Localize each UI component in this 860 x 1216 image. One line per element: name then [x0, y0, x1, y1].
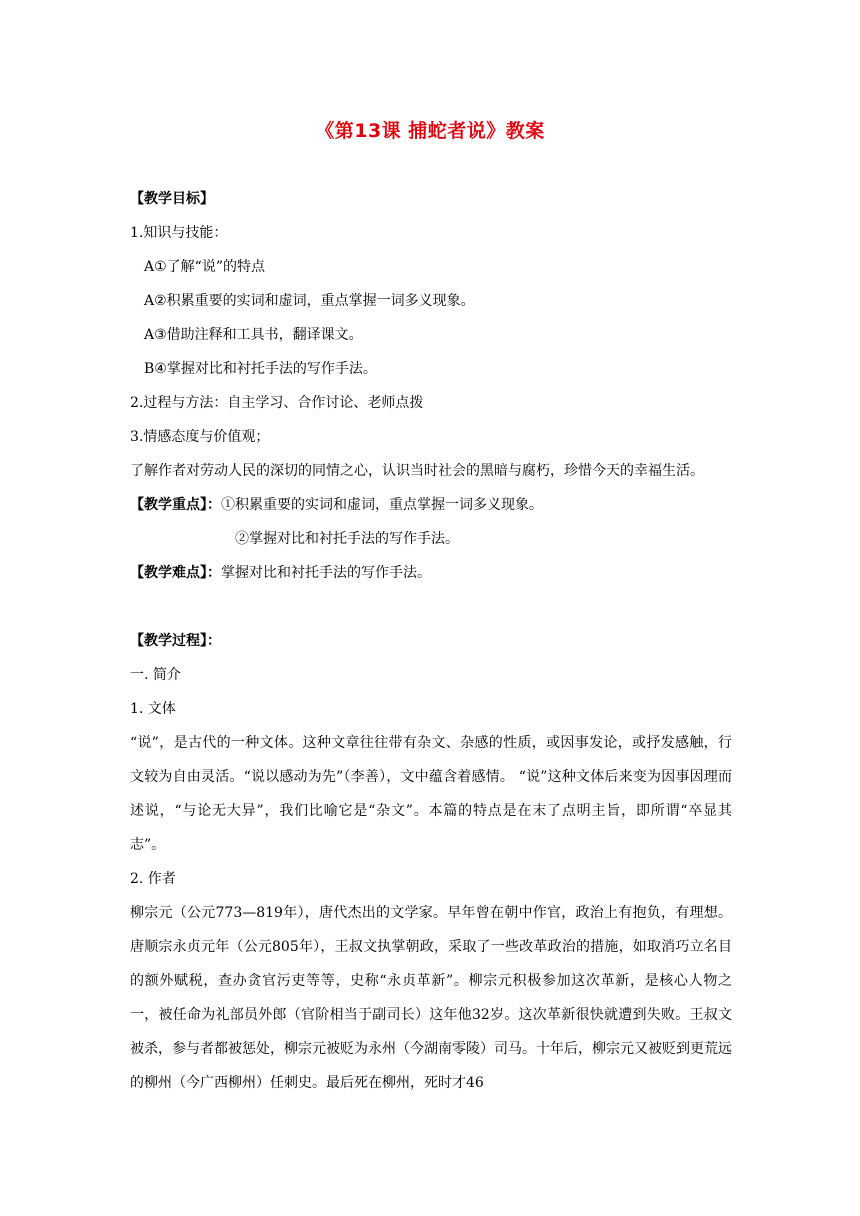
goal-item-a1: A①了解“说”的特点	[144, 259, 265, 275]
key-points-row	[130, 488, 732, 522]
key-points-heading: 【教学重点】：	[130, 497, 221, 513]
intro-heading: 一. 简介	[130, 667, 181, 683]
author-paragraph: 柳宗元（公元773—819年），唐代杰出的文学家。早年曾在朝中作官，政治上有抱负，有理想。唐顺宗永贞元年（公元805年），王叔文执掌朝政，采取了一些改革政治的措施，如取消巧立名目的额外赋税，查办贪官污吏等等，史称“永贞革新”。柳宗元积极参加这次革新，是核心人物之一，被任命为礼部员外郎（官阶相当于副司长）这年他32岁。这次革新很快就遭到失败。王叔文被杀，参与者都被惩处，柳宗元被贬为永州（今湖南零陵）司马。十年后，柳宗元又被贬到更荒远的柳州（今广西柳州）任刺史。最后死在柳州，死时才46	[130, 905, 732, 1091]
document-body	[130, 182, 732, 1100]
difficulty-text: 掌握对比和衬托手法的写作手法。	[221, 565, 431, 581]
key-point-1: ①积累重要的实词和虚词，重点掌握一词多义现象。	[221, 497, 543, 513]
goal-item-a3: A③借助注释和工具书，翻译课文。	[144, 327, 363, 343]
goals-heading: 【教学目标】	[130, 191, 214, 207]
goal-emotion-values: 3.情感态度与价值观；	[130, 429, 270, 445]
key-point-2: ②掌握对比和衬托手法的写作手法。	[235, 531, 459, 547]
goal-item-b4: B④掌握对比和衬托手法的写作手法。	[144, 361, 377, 377]
difficulty-heading: 【教学难点】：	[130, 565, 221, 581]
goal-item-a2: A②积累重要的实词和虚词，重点掌握一词多义现象。	[144, 293, 475, 309]
spacer	[130, 590, 732, 624]
intro-genre-heading: 1. 文体	[130, 701, 176, 717]
genre-paragraph: “说”，是古代的一种文体。这种文章往往带有杂文、杂感的性质，或因事发论，或抒发感触，行文较为自由灵活。“说以感动为先”（李善），文中蕴含着感情。 “说”这种文体后来变为因事因理而述说，“与论无大异”，我们比喻它是“杂文”。本篇的特点是在末了点明主旨，即所谓“卒显其志”。	[130, 735, 732, 853]
goal-process-method: 2.过程与方法：自主学习、合作讨论、老师点拨	[130, 395, 424, 411]
process-heading: 【教学过程】：	[130, 633, 221, 649]
goal-emotion-text: 了解作者对劳动人民的深切的同情之心，认识当时社会的黑暗与腐朽，珍惜今天的幸福生活。	[130, 463, 704, 479]
document-title: 《第13课 捕蛇者说》教案	[315, 120, 545, 142]
goal-knowledge-skills: 1.知识与技能：	[130, 225, 228, 241]
difficulty-row	[130, 556, 732, 590]
intro-author-heading: 2. 作者	[130, 871, 176, 887]
